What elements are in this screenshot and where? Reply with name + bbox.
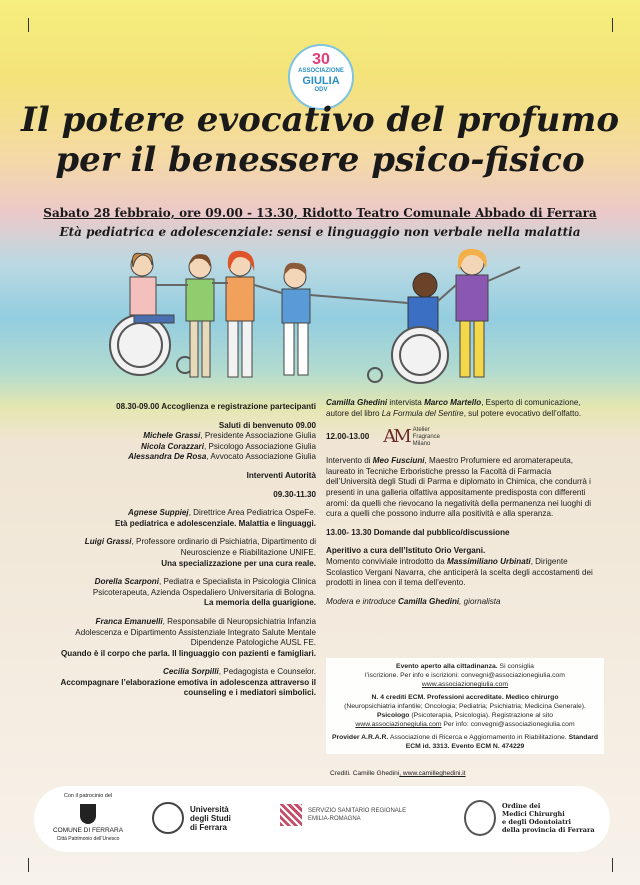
speaker-name: Michele Grassi — [143, 431, 201, 441]
book-title: La Formula del Sentire — [381, 408, 464, 418]
children-illustration — [100, 245, 540, 400]
speaker-name: Luigi Grassi — [84, 537, 132, 547]
speaker-name: Massimiliano Urbinati — [447, 556, 531, 566]
talk-topic: Quando è il corpo che parla. Il linguaggio con pazienti e famigliari. — [61, 648, 316, 658]
info-site-link[interactable]: www.associazionegiulia.com — [421, 681, 509, 688]
child-3 — [226, 251, 254, 377]
date-place: Sabato 28 febbraio, ore 09.00 - 13.30, Ridotto Teatro Comunale Abbado di Ferrara — [43, 206, 597, 220]
speaker-name: Dorella Scarponi — [94, 577, 159, 587]
speaker-desc: , Direttrice Area Pediatrica OspeFe. — [188, 508, 316, 518]
ordine-line-2: Medici Chirurghi — [502, 810, 565, 818]
talk-topic: Accompagnare l’elaborazione emotiva in adolescenza attraverso il counseling e i mediatori simbolici. — [60, 677, 316, 698]
aperitivo-title: Aperitivo a cura dell’Istituto Orio Vergani. — [326, 546, 486, 556]
speaker-name: Alessandra De Rosa — [128, 452, 207, 462]
logo-name: GIULIA — [302, 75, 340, 87]
program-right-column — [326, 398, 602, 615]
child-1 — [130, 253, 174, 323]
session-time: 09.30-11.30 — [273, 489, 316, 499]
sponsor-ordine — [464, 800, 595, 836]
moderator-pre: Modera e introduce — [326, 596, 398, 606]
ssr-name — [308, 807, 406, 823]
atelier-name — [413, 427, 440, 448]
moderator-post: , giornalista — [459, 596, 501, 606]
speaker-role: , Avvocato Associazione Giulia — [206, 452, 316, 462]
psy-desc: (Psicoterapia, Psicologia). Registrazione al sito — [409, 712, 554, 719]
ferrara-name: COMUNE DI FERRARA — [52, 827, 124, 834]
interview-block — [326, 398, 602, 419]
unife-name — [190, 805, 231, 832]
sponsor-unife — [152, 802, 231, 834]
psy-line — [330, 711, 600, 720]
psy-info: Per info: convegni@associazionegiulia.com — [441, 721, 575, 728]
crop-mark-top-left — [14, 18, 29, 32]
speaker-name: Cecilia Sorpilli — [163, 667, 219, 677]
ssr-line-1: SERVIZIO SANITARIO REGIONALE — [308, 808, 407, 814]
patron-label: Con il patrocinio del — [63, 793, 113, 799]
child-4 — [282, 263, 310, 375]
psy-site-link[interactable]: www.associazionegiulia.com — [355, 721, 442, 728]
speaker-desc: , Maestro Profumiere ed aromaterapeuta, laureato in Tecniche Erboristiche presso la Facoltà di Farmacia dell’Università degli Studi di Parma e diplomato in Chimica, che condurrà i presenti in una galleria olfattiva appositamente predisposta con differenti aromi: da quelli che rievocano la negatività della permanenza nei luoghi di cura a quelli che possono indurre alla positività e alla speranza. — [326, 456, 592, 519]
moderator-name: Camilla Ghedini — [398, 596, 460, 606]
ordine-line-4: della provincia di Ferrara — [502, 826, 595, 834]
provider-title: Provider A.R.A.R. — [331, 734, 389, 741]
speaker-desc: , Pedagogista e Counselor. — [218, 667, 316, 677]
crop-mark-bottom-right — [612, 858, 627, 872]
talk-item — [48, 537, 316, 569]
talk-item — [48, 667, 316, 699]
unife-line-3: di Ferrara — [190, 822, 227, 832]
atelier-line-2: Fragrance — [412, 434, 441, 441]
provider-desc: Associazione di Ricerca e Aggiornamento in Riabilitazione. — [388, 734, 567, 741]
sponsor-ferrara — [48, 792, 128, 843]
speaker-name: Nicola Corazzari — [140, 441, 204, 451]
aperitivo-pre: Momento conviviale introdotto da — [326, 556, 448, 566]
authorities-heading: Interventi Autorità — [246, 470, 316, 480]
credits-label: Crediti. Camille Ghedini — [330, 770, 400, 777]
crop-mark-bottom-left — [14, 858, 29, 872]
interview-verb: intervista — [387, 398, 425, 407]
atelier-line-1: Atelier — [412, 427, 430, 434]
atelier-fragrance-logo — [383, 427, 440, 448]
session-time-2: 12.00-13.00 — [326, 432, 370, 442]
speaker-name: Meo Fusciuni — [372, 456, 425, 466]
aperitivo-block — [326, 546, 602, 588]
logo-number: 30 — [312, 51, 330, 68]
info-box — [326, 658, 604, 754]
greetings-block — [48, 421, 316, 463]
speaker-desc: , Professore ordinario di Psichiatria, Dipartimento di Neuroscienze e Riabilitazione UNIFE. — [131, 537, 316, 557]
ecm-title: N. 4 crediti ECM. Professioni accreditate. Medico chirurgo — [371, 694, 559, 701]
talk-item — [48, 508, 316, 529]
info-open-line — [330, 662, 600, 671]
child-2 — [186, 254, 214, 377]
questions-session: 13.00- 13.30 Domande dal pubblico/discussione — [326, 527, 510, 537]
ordine-seal-icon — [464, 800, 496, 836]
ssr-line-2: EMILIA-ROMAGNA — [308, 816, 361, 822]
poster-title — [0, 100, 640, 180]
ordine-line-1: Ordine dei — [502, 802, 541, 810]
talk-item — [48, 617, 316, 659]
atelier-mark-icon: AM — [383, 426, 409, 448]
unife-line-2: degli Studi — [190, 813, 231, 823]
talk-meo — [326, 456, 602, 520]
speaker-role: , Psicologo Associazione Giulia — [203, 441, 316, 451]
ecm-desc-line — [330, 702, 600, 711]
ssr-mosaic-icon — [280, 804, 302, 826]
info-register: l’iscrizione. Per info e iscrizioni: convegni@associazionegiulia.com — [365, 672, 565, 679]
sponsors-bar — [34, 786, 610, 852]
talk-topic: Una specializzazione per una cura reale. — [161, 558, 316, 568]
ordine-name — [502, 802, 595, 834]
credits-site-link[interactable]: , www.camilleghedini.it — [399, 770, 466, 777]
sponsor-ssr — [280, 804, 406, 826]
child-6 — [456, 249, 488, 377]
theme-subtitle: Età pediatrica e adolescenziale: sensi e linguaggio non verbale nella malattia — [59, 225, 581, 239]
logo-assoc-label: ASSOCIAZIONE — [298, 68, 344, 74]
talk-topic: Età pediatrica e adolescenziale. Malattia e linguaggi. — [114, 518, 316, 528]
talk-item — [48, 577, 316, 609]
info-advice: Si consiglia — [497, 663, 534, 670]
ferrara-sub: Città Patrimonio dell’Unesco — [56, 836, 120, 842]
guest-desc: , Esperto di comunicazione, autore del libro — [326, 398, 581, 418]
title-line-1: Il potere evocativo del profumo — [20, 100, 620, 140]
greetings-title: Saluti di benvenuto 09.00 — [218, 420, 316, 430]
speaker-name: Agnese Suppiej — [127, 508, 189, 518]
child-wheelchair-right — [368, 327, 448, 383]
title-line-2: per il benessere psico-fisico — [55, 140, 585, 180]
speaker-desc: , Responsabile di Neuropsichiatria Infanzia Adolescenza e Dipartimento Assistenziale Integrato Salute Mentale Dipendenze Patologiche AUSL FE. — [75, 616, 316, 648]
ordine-line-3: e degli Odontoiatri — [502, 818, 572, 826]
crop-mark-top-right — [612, 18, 627, 32]
unife-seal-icon — [152, 802, 184, 834]
program-left-column — [48, 402, 316, 707]
child-wheelchair-left — [110, 315, 193, 375]
info-open: Evento aperto alla cittadinanza. — [396, 663, 498, 670]
provider-standard: Standard ECM id. 3313. Evento ECM N. 474229 — [405, 734, 599, 750]
ferrara-crest-icon — [80, 804, 96, 824]
guest-name: Marco Martello — [424, 398, 482, 407]
speaker-desc: , Dirigente Scolastico Vergani Navarra, che anticiperà la scelta degli accostamenti dei prodotti in linea con il tema dell’evento. — [326, 556, 593, 588]
ecm-desc: (Neuropsichiatria infantile; Oncologia; Pediatria; Psichiatria; Medicina Generale). — [344, 703, 586, 710]
interview-end: , sul potere evocativo dell’olfatto. — [463, 408, 582, 418]
credits — [330, 770, 466, 777]
speaker-desc: , Pediatra e Specialista in Psicologia Clinica Psicoterapeuta, Azienda Ospedaliero Universitaria di Bologna. — [92, 577, 316, 597]
provider-line — [330, 733, 600, 751]
speaker-role: , Presidente Associazione Giulia — [200, 431, 316, 441]
moderator — [326, 597, 602, 608]
atelier-row — [326, 427, 602, 448]
unife-line-1: Università — [190, 804, 229, 814]
psy-site-line — [330, 720, 600, 729]
interviewer-name: Camilla Ghedini — [326, 398, 388, 407]
child-5 — [408, 273, 438, 331]
psy-title: Psicologo — [376, 712, 410, 719]
atelier-line-3: Milano — [412, 441, 431, 448]
talk-topic: La memoria della guarigione. — [204, 598, 316, 608]
welcome-registration: 08.30-09.00 Accoglienza e registrazione partecipanti — [116, 402, 316, 411]
speaker-name: Franca Emanuelli — [95, 616, 163, 626]
talk-pre: Intervento di — [326, 456, 373, 466]
logo-odv: ODV — [314, 87, 328, 93]
